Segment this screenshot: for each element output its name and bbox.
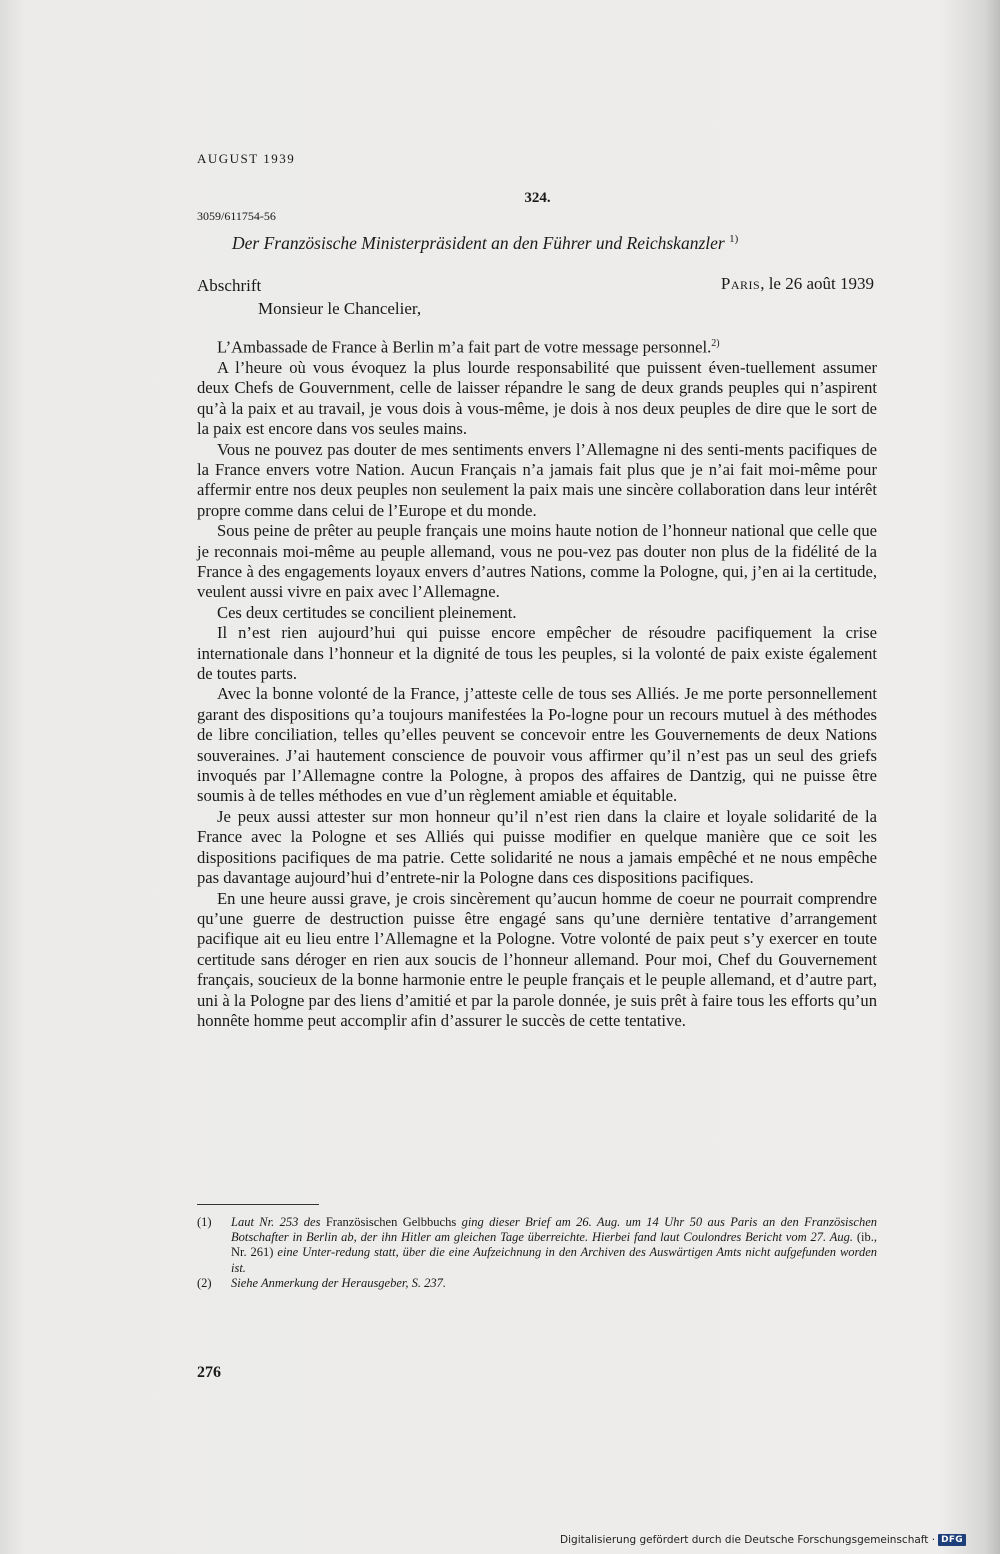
dateline-date: , le 26 août 1939	[760, 274, 874, 293]
paragraph-footnote-ref: 2)	[711, 338, 720, 349]
paragraph: Je peux aussi attester sur mon honneur qu’il n’est rien dans la claire et loyale solidarité de la France avec la Pologne et ses Alliés qui puisse modifier en quelque manière que ce soit les dispositions pacifiques de ma patrie. Cette solidarité ne nous a jamais empêché et ne nous empêche pas davantage aujourd’hui d’entrete-nir la Pologne dans ces dispositions pacifiques.	[197, 806, 877, 888]
page-number: 276	[197, 1364, 221, 1381]
running-head: AUGUST 1939	[197, 151, 296, 166]
paragraph: Il n’est rien aujourd’hui qui puisse encore empêcher de résoudre pacifiquement la crise internationale dans l’honneur et la dignité de tous les peuples, si la volonté de paix existe également de toutes parts.	[197, 623, 877, 684]
letter-body	[197, 334, 877, 1031]
footnote-mark: (2)	[197, 1275, 212, 1290]
footnote-1	[197, 1215, 877, 1276]
footnote-mark: (1)	[197, 1215, 212, 1229]
paragraph: En une heure aussi grave, je crois sincèrement qu’aucun homme de coeur ne pourrait comprendre qu’une guerre de destruction puisse être engagé sans qu’une dernière tentative d’arrangement pacifique ait eu lieu entre l’Allemagne et la Pologne. Votre volonté de paix peut s’y exercer en toute certitude sans déroger en rien aux soucis de l’honneur allemand. Pour moi, Chef du Gouvernement français, soucieux de la bonne harmonie entre le peuple français et le peuple allemand, et d’autre part, uni à la Pologne par des liens d’amitié et par la parole donnée, je suis prêt à faire tous les efforts qu’un honnête homme peut accomplir afin d’assurer le succès de cette tentative.	[197, 888, 877, 1030]
funding-note	[560, 1534, 966, 1546]
title-footnote-ref: 1)	[729, 233, 739, 246]
dfg-logo-icon: DFG	[938, 1534, 966, 1546]
footnote-divider	[197, 1204, 319, 1205]
footnotes	[197, 1215, 877, 1291]
document-title-text: Der Französische Ministerpräsident an den Führer und Reichskanzler	[232, 233, 725, 253]
dateline-place: Paris	[720, 274, 761, 293]
document-title	[232, 233, 738, 254]
footnote-text: Laut Nr. 253 des Französischen Gelbbuchs ging dieser Brief am 26. Aug. um 14 Uhr 50 aus Paris an den Französischen Botschafter in Berlin ab, der ihn Hitler am gleichen Tage überreichte. Hierbei fand laut Coulondres Bericht vom 27. Aug. (ib., Nr. 261) eine Unter-redung statt, über die eine Aufzeichnung in den Archiven des Auswärtigen Amts nicht aufgefunden worden ist.	[231, 1215, 877, 1275]
footnote-2	[197, 1276, 877, 1291]
paragraph: Avec la bonne volonté de la France, j’atteste celle de tous ses Alliés. Je me porte personnellement garant des dispositions qu’a toujours manifestées la Po-logne pour un recours mutuel à des méthodes de libre conciliation, telles qu’elles peuvent se concevoir entre les Gouvernements de deux Nations souveraines. J’ai hautement conscience de pouvoir vous affirmer qu’il n’est pas un seul des griefs invoqués par l’Allemagne contre la Pologne, à propos des affaires de Dantzig, qui ne puisse être soumis à de telles méthodes en vue d’un règlement amiable et équitable.	[197, 684, 877, 806]
funding-note-text: Digitalisierung gefördert durch die Deutsche Forschungsgemeinschaft ·	[560, 1534, 936, 1546]
paragraph: L’Ambassade de France à Berlin m’a fait part de votre message personnel.$^{2)}$	[217, 337, 720, 357]
paragraph: Vous ne pouvez pas douter de mes sentiments envers l’Allemagne ni des senti-ments pacifiques de la France envers votre Nation. Aucun Français n’a jamais fait plus que je n’ai fait moi-même pour affermir entre nos deux peuples non seulement la paix mais une sincère collaboration dans leur intérêt propre comme dans celui de l’Europe et du monde.	[197, 439, 877, 520]
paragraph: Sous peine de prêter au peuple français une moins haute notion de l’honneur national que celle que je reconnais moi-même au peuple allemand, vous ne pou-vez pas douter non plus de la fidélité de la France à des engagements loyaux envers d’autres Nations, comme la Pologne, qui, j’en ai la certitude, veulent aussi vivre en paix avec l’Allemagne.	[197, 521, 877, 602]
paragraph: Ces deux certitudes se concilient pleinement.	[217, 602, 517, 622]
film-reference: 3059/611754-56	[197, 209, 276, 223]
salutation: Monsieur le Chancelier,	[258, 299, 422, 318]
copy-label: Abschrift	[197, 276, 262, 295]
footnote-text: Siehe Anmerkung der Herausgeber, S. 237.	[231, 1275, 447, 1290]
document-number: 324.	[524, 190, 551, 206]
paragraph: A l’heure où vous évoquez la plus lourde responsabilité que puissent éven-tuellement assumer deux Chefs de Gouvernment, celle de laisser répandre le sang de deux grands peuples qui n’aspirent qu’à la paix et au travail, je vous dois à vous-même, je dois à nos deux peuples de dire que le sort de la paix est encore dans vos seules mains.	[197, 357, 877, 439]
dateline	[721, 274, 874, 294]
